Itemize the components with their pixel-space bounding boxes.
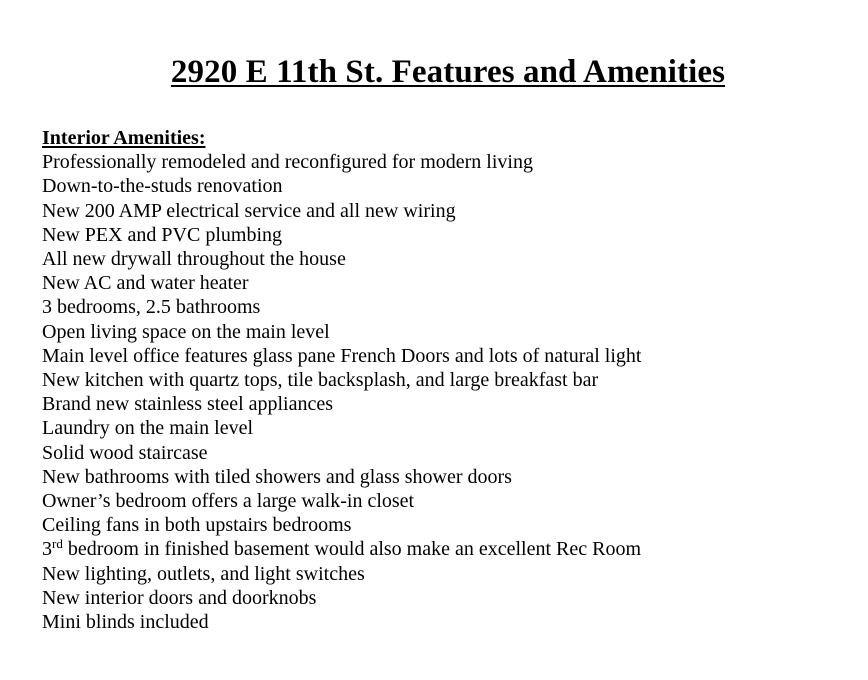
list-item: Main level office features glass pane French Doors and lots of natural light: [42, 344, 642, 367]
list-item: New lighting, outlets, and light switches: [42, 562, 365, 585]
list-item: New 200 AMP electrical service and all new wiring: [42, 199, 456, 222]
list-item: Brand new stainless steel appliances: [42, 393, 334, 416]
section-heading: Interior Amenities:: [42, 127, 206, 149]
ordinal-number: 3: [42, 538, 52, 561]
list-item: Open living space on the main level: [42, 320, 330, 343]
list-item: 3 bedrooms, 2.5 bathrooms: [42, 296, 261, 319]
list-item: New PEX and PVC plumbing: [42, 223, 282, 246]
amenity-list: [42, 150, 842, 634]
list-item: All new drywall throughout the house: [42, 248, 346, 271]
interior-amenities-section: [42, 126, 842, 634]
list-item: Solid wood staircase: [42, 441, 208, 464]
list-item: New bathrooms with tiled showers and glass shower doors: [42, 465, 512, 488]
list-item: New interior doors and doorknobs: [42, 586, 317, 609]
list-item: Down-to-the-studs renovation: [42, 175, 283, 198]
list-item: Ceiling fans in both upstairs bedrooms: [42, 514, 352, 537]
list-item: Mini blinds included: [42, 611, 209, 634]
ordinal-suffix: rd: [52, 536, 63, 552]
list-item: New kitchen with quartz tops, tile backsplash, and large breakfast bar: [42, 369, 599, 392]
list-item-text: bedroom in finished basement would also make an excellent Rec Room: [62, 538, 642, 561]
list-item: Owner’s bedroom offers a large walk-in closet: [42, 490, 415, 513]
list-item: Professionally remodeled and reconfigured for modern living: [42, 151, 533, 174]
list-item: New AC and water heater: [42, 272, 249, 295]
list-item: [42, 537, 842, 561]
page-title: 2920 E 11th St. Features and Amenities: [170, 54, 726, 90]
list-item: Laundry on the main level: [42, 417, 254, 440]
